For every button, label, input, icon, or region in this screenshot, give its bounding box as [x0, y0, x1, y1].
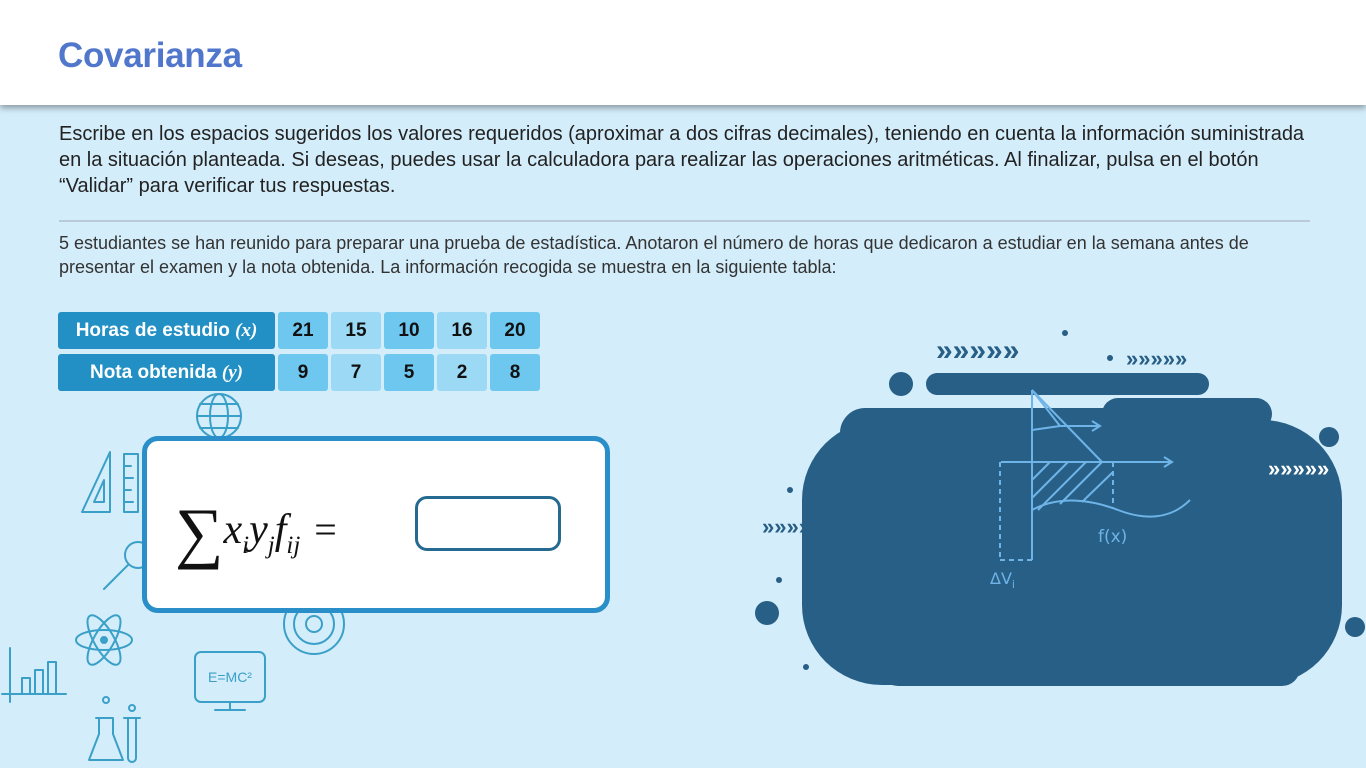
table-cell: 10 [384, 312, 434, 349]
atom-icon [76, 611, 132, 669]
header-bar [0, 0, 1366, 105]
table-row-hours [58, 312, 540, 349]
table-cell: 2 [437, 354, 487, 391]
formula-card [142, 436, 610, 613]
fx-label: f(x) [1098, 527, 1128, 547]
table-row-grade [58, 354, 540, 391]
formula-f-sub: ij [286, 532, 301, 559]
table-cell: 15 [331, 312, 381, 349]
calculus-illustration [740, 320, 1366, 700]
table-cell: 7 [331, 354, 381, 391]
table-cell: 8 [490, 354, 540, 391]
data-table [55, 307, 543, 396]
chevrons-decoration: »»»»» [936, 334, 1020, 367]
delta-v-main: ΔV [990, 569, 1012, 588]
formula-x: x [223, 507, 243, 553]
monitor-icon [195, 652, 265, 710]
row-header-grade-label: Nota obtenida [89, 361, 217, 383]
formula-f: f [274, 507, 287, 553]
sum-formula [175, 481, 337, 570]
row-header-hours-label: Horas de estudio [75, 319, 230, 341]
chevrons-decoration: »»»»» [762, 514, 824, 539]
formula-x-sub: i [242, 532, 250, 559]
delta-v-sub: i [1011, 578, 1015, 591]
problem-statement: 5 estudiantes se han reunido para preparar una prueba de estadística. Anotaron el número de horas que dedicaron a estudiar en la semana antes de presentar el examen y la nota obtenida. La información recogida se muestra en la siguiente tabla: [59, 233, 1249, 277]
table-cell: 20 [490, 312, 540, 349]
formula-y-sub: j [267, 532, 275, 559]
table-cell: 5 [384, 354, 434, 391]
globe-icon [197, 394, 241, 438]
instructions-text: Escribe en los espacios sugeridos los valores requeridos (aproximar a dos cifras decimales), teniendo en cuenta la información suministrada en la situación planteada. Si deseas, puedes usar la calculadora para realizar las operaciones aritméticas. Al finalizar, pulsa en el botón “Validar” para verificar tus respuestas. [59, 123, 1305, 197]
sigma-symbol: ∑ [175, 494, 224, 570]
flask-icon [89, 697, 140, 762]
formula-icon-text: E=MC² [208, 669, 252, 685]
row-header-hours [58, 312, 275, 349]
divider [59, 220, 1310, 222]
bar-chart-icon [2, 648, 66, 702]
page-title: Covarianza [58, 36, 242, 75]
answer-input[interactable] [415, 496, 561, 551]
table-cell: 21 [278, 312, 328, 349]
formula-y: y [249, 507, 268, 553]
row-header-hours-var: (x) [235, 319, 258, 341]
delta-v-label [990, 569, 1015, 591]
table-cell: 16 [437, 312, 487, 349]
equals-sign: = [314, 507, 337, 552]
chevrons-decoration: »»»»» [1126, 346, 1188, 371]
ruler-triangle-icon [82, 452, 138, 512]
row-header-grade [58, 354, 275, 391]
chevrons-decoration: »»»»» [1268, 456, 1330, 481]
table-cell: 9 [278, 354, 328, 391]
blob-shape [802, 373, 1342, 686]
row-header-grade-var: (y) [221, 361, 244, 383]
